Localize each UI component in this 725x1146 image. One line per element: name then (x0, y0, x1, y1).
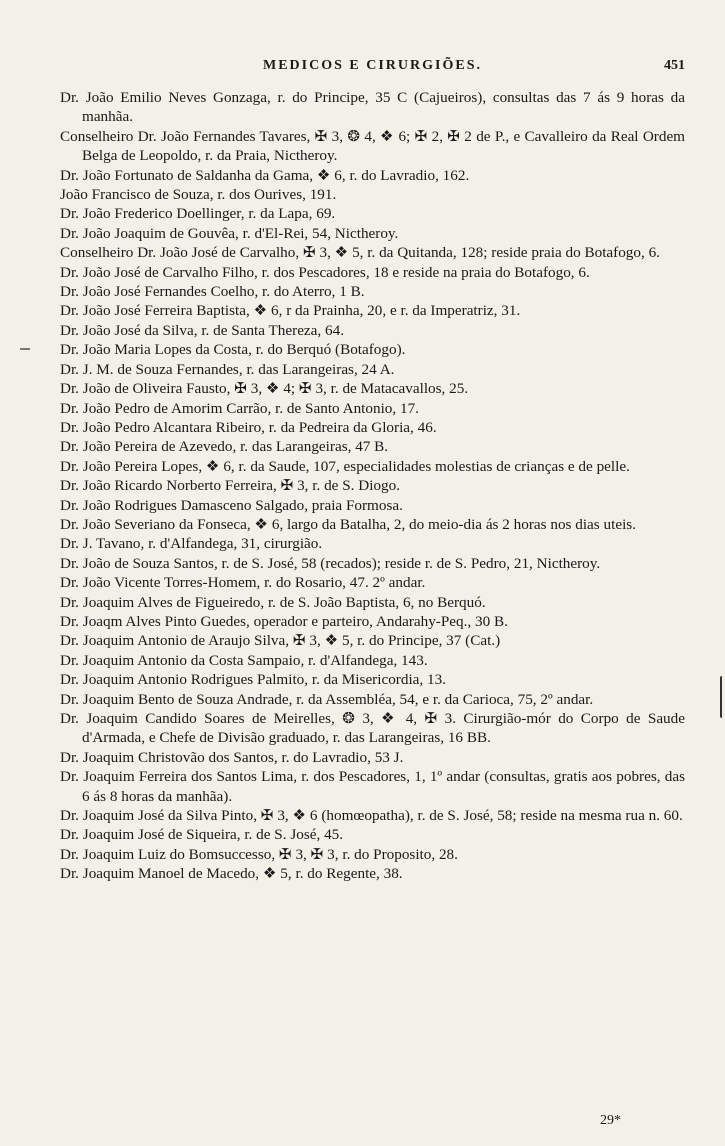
directory-entry: Dr. João Pereira de Azevedo, r. das Larangeiras, 47 B. (60, 438, 389, 456)
directory-entry: Dr. Joaquim Antonio da Costa Sampaio, r. d'Alfandega, 143. (60, 651, 428, 669)
directory-entry: Conselheiro Dr. João Fernandes Tavares, ✠ 3, ❂ 4, ❖ 6; ✠ 2, ✠ 2 de P., e Cavalleiro da Real Ordem Belga de Leopoldo, r. da Praia, Nictheroy. (60, 127, 685, 165)
directory-entry: Dr. Joaquim Luiz do Bomsuccesso, ✠ 3, ✠ 3, r. do Proposito, 28. (60, 845, 458, 863)
directory-entry: Dr. J. Tavano, r. d'Alfandega, 31, cirurgião. (60, 535, 323, 553)
directory-entry: Dr. João José Fernandes Coelho, r. do Aterro, 1 B. (60, 283, 365, 301)
running-title: MEDICOS E CIRURGIÕES. (263, 58, 482, 73)
directory-entry: Dr. João Pereira Lopes, ❖ 6, r. da Saude, 107, especialidades molestias de crianças e de pelle. (60, 457, 630, 475)
directory-entry: Dr. João de Oliveira Fausto, ✠ 3, ❖ 4; ✠ 3, r. de Matacavallos, 25. (60, 380, 469, 398)
directory-entry: Dr. João Fortunato de Saldanha da Gama, ❖ 6, r. do Lavradio, 162. (60, 166, 470, 184)
directory-entry: Dr. Joaqm Alves Pinto Guedes, operador e parteiro, Andarahy-Peq., 30 B. (60, 612, 508, 630)
directory-entry: Dr. João Vicente Torres-Homem, r. do Rosario, 47. 2º andar. (60, 574, 426, 592)
directory-entry: Dr. Joaquim Candido Soares de Meirelles, ❂ 3, ❖ 4, ✠ 3. Cirurgião-mór do Corpo de Saude d'Armada, e Chefe de Divisão graduado, r. das Larangeiras, 16 BB. (60, 710, 685, 747)
directory-entry: Dr. João José da Silva, r. de Santa Thereza, 64. (60, 321, 344, 339)
printer-signature: 29* (600, 1113, 621, 1128)
directory-entry: Dr. Joaquim Ferreira dos Santos Lima, r. dos Pescadores, 1, 1º andar (consultas, gratis aos pobres, das 6 ás 8 horas da manhãa). (60, 768, 685, 805)
margin-mark (20, 348, 30, 350)
directory-entry: Dr. J. M. de Souza Fernandes, r. das Larangeiras, 24 A. (60, 360, 395, 378)
directory-entry: Dr. João Pedro de Amorim Carrão, r. de Santo Antonio, 17. (60, 399, 419, 417)
directory-entry: Dr. João Ricardo Norberto Ferreira, ✠ 3, r. de S. Diogo. (60, 477, 401, 495)
directory-entry: Dr. João Joaquim de Gouvêa, r. d'El-Rei, 54, Nictheroy. (60, 224, 399, 242)
directory-entry: Dr. Joaquim Bento de Souza Andrade, r. da Assembléa, 54, e r. da Carioca, 75, 2º andar. (60, 690, 594, 708)
directory-entry: Dr. Joaquim Antonio de Araujo Silva, ✠ 3, ❖ 5, r. do Principe, 37 (Cat.) (60, 632, 501, 650)
directory-entry: Dr. João José Ferreira Baptista, ❖ 6, r da Prainha, 20, e r. da Imperatriz, 31. (60, 302, 521, 320)
page-number: 451 (664, 58, 685, 73)
directory-entry: Dr. João Emilio Neves Gonzaga, r. do Principe, 35 C (Cajueiros), consultas das 7 ás 9 horas da manhãa. (60, 89, 685, 126)
directory-entry: Dr. João Frederico Doellinger, r. da Lapa, 69. (60, 205, 336, 223)
directory-entry: Conselheiro Dr. João José de Carvalho, ✠ 3, ❖ 5, r. da Quitanda, 128; reside praia do Botafogo, 6. (60, 244, 660, 262)
directory-entry: Dr. Joaquim Alves de Figueiredo, r. de S. João Baptista, 6, no Berquó. (60, 593, 486, 611)
page-header (60, 58, 685, 80)
directory-entry: Dr. João Maria Lopes da Costa, r. do Berquó (Botafogo). (60, 341, 406, 359)
directory-entry: Dr. Joaquim José da Silva Pinto, ✠ 3, ❖ 6 (homœopatha), r. de S. José, 58; reside na mesma rua n. 60. (60, 807, 683, 825)
directory-entry: Dr. Joaquim Antonio Rodrigues Palmito, r. da Misericordia, 13. (60, 671, 446, 689)
directory-entry: Dr. Joaquim José de Siqueira, r. de S. José, 45. (60, 826, 344, 844)
directory-entry: Dr. João José de Carvalho Filho, r. dos Pescadores, 18 e reside na praia do Botafogo, 6. (60, 263, 590, 281)
margin-brace (720, 676, 725, 718)
directory-list (60, 88, 685, 884)
directory-entry: João Francisco de Souza, r. dos Ourives, 191. (60, 186, 337, 204)
directory-entry: Dr. Joaquim Manoel de Macedo, ❖ 5, r. do Regente, 38. (60, 865, 403, 883)
directory-entry: Dr. João Pedro Alcantara Ribeiro, r. da Pedreira da Gloria, 46. (60, 418, 437, 436)
directory-entry: Dr. João Rodrigues Damasceno Salgado, praia Formosa. (60, 496, 403, 514)
directory-entry: Dr. Joaquim Christovão dos Santos, r. do Lavradio, 53 J. (60, 748, 404, 766)
directory-entry: Dr. João de Souza Santos, r. de S. José, 58 (recados); reside r. de S. Pedro, 21, Nictheroy. (60, 554, 601, 572)
directory-entry: Dr. João Severiano da Fonseca, ❖ 6, largo da Batalha, 2, do meio-dia ás 2 horas nos dias uteis. (60, 515, 636, 533)
